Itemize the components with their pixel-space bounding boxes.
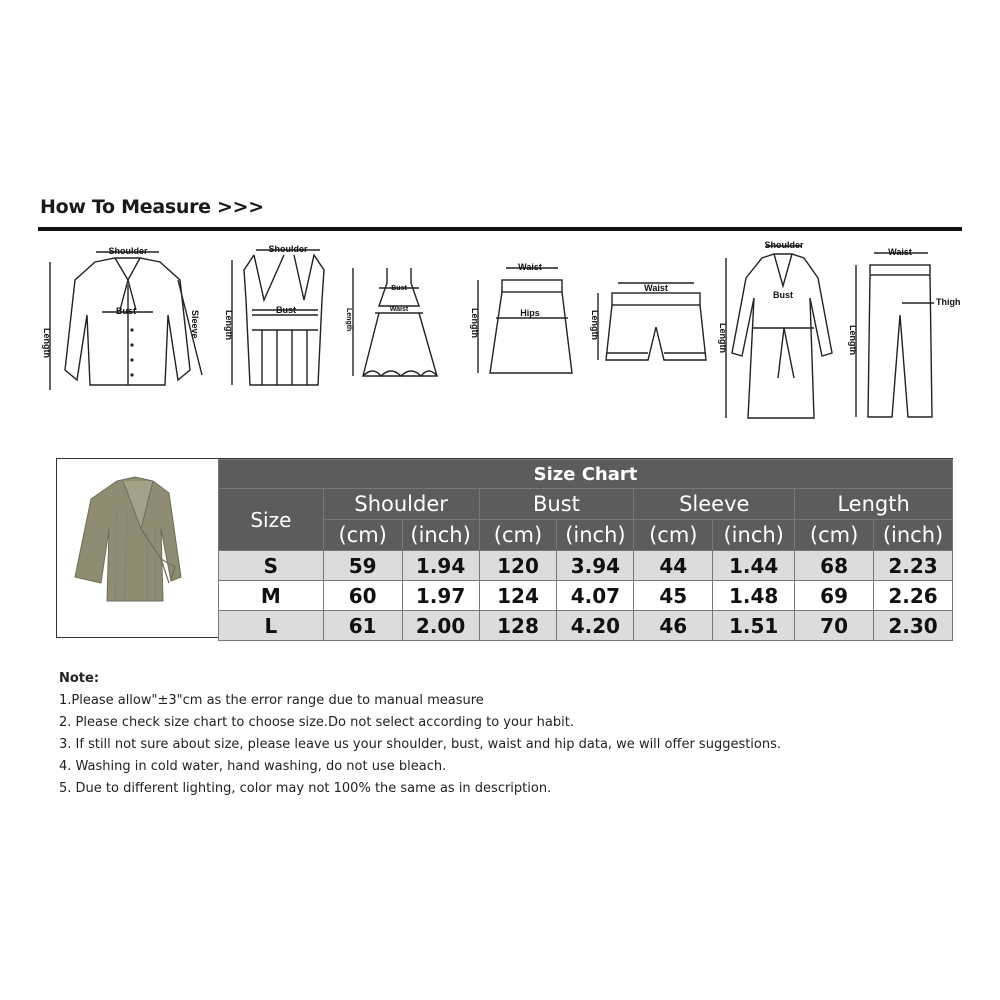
note-item: 4. Washing in cold water, hand washing, do not use bleach. bbox=[59, 759, 447, 774]
value-cell: 1.94 bbox=[402, 551, 479, 581]
notes-title: Note: bbox=[59, 671, 100, 686]
value-cell: 61 bbox=[323, 611, 402, 641]
size-cell: L bbox=[219, 611, 324, 641]
label-waist: Waist bbox=[644, 283, 668, 293]
label-bust: Bust bbox=[391, 285, 407, 292]
unit-header: (cm) bbox=[795, 520, 874, 551]
unit-header: (inch) bbox=[874, 520, 953, 551]
label-sleeve: Sleeve bbox=[190, 310, 200, 339]
group-header-shoulder: Shoulder bbox=[323, 489, 479, 520]
size-chart bbox=[56, 458, 953, 638]
blouse-diagram bbox=[40, 240, 215, 400]
size-cell: S bbox=[219, 551, 324, 581]
value-cell: 2.23 bbox=[874, 551, 953, 581]
group-header-bust: Bust bbox=[479, 489, 634, 520]
unit-header: (inch) bbox=[557, 520, 634, 551]
label-bust: Bust bbox=[276, 305, 296, 315]
unit-header: (cm) bbox=[323, 520, 402, 551]
value-cell: 70 bbox=[795, 611, 874, 641]
label-waist: Waist bbox=[888, 247, 912, 257]
label-thigh: Thigh bbox=[936, 297, 961, 307]
dress-diagram bbox=[345, 258, 460, 388]
note-item: 5. Due to different lighting, color may not 100% the same as in description. bbox=[59, 781, 552, 796]
title-divider bbox=[38, 227, 962, 231]
value-cell: 2.00 bbox=[402, 611, 479, 641]
table-row bbox=[219, 581, 953, 611]
chart-caption: Size Chart bbox=[219, 460, 953, 489]
label-shoulder: Shoulder bbox=[268, 244, 308, 254]
value-cell: 3.94 bbox=[557, 551, 634, 581]
size-header: Size bbox=[219, 489, 324, 551]
value-cell: 59 bbox=[323, 551, 402, 581]
value-cell: 1.44 bbox=[713, 551, 795, 581]
value-cell: 124 bbox=[479, 581, 557, 611]
label-length: Length bbox=[42, 328, 52, 358]
label-length: Length bbox=[224, 310, 234, 340]
skirt-diagram bbox=[470, 258, 580, 383]
unit-header: (cm) bbox=[479, 520, 557, 551]
value-cell: 45 bbox=[634, 581, 713, 611]
table-row bbox=[219, 551, 953, 581]
value-cell: 4.07 bbox=[557, 581, 634, 611]
note-item: 1.Please allow"±3"cm as the error range due to manual measure bbox=[59, 693, 484, 708]
pants-diagram bbox=[848, 245, 963, 425]
value-cell: 60 bbox=[323, 581, 402, 611]
label-length: Length bbox=[590, 310, 600, 340]
label-waist: Waist bbox=[518, 262, 542, 272]
value-cell: 4.20 bbox=[557, 611, 634, 641]
size-cell: M bbox=[219, 581, 324, 611]
label-shoulder: Shoulder bbox=[108, 246, 148, 256]
label-waist: Waist bbox=[389, 306, 409, 313]
label-shoulder: Shoulder bbox=[764, 240, 804, 250]
value-cell: 1.51 bbox=[713, 611, 795, 641]
label-bust: Bust bbox=[116, 306, 136, 316]
label-length: Length bbox=[345, 308, 352, 332]
label-length: Length bbox=[470, 308, 480, 338]
unit-header: (inch) bbox=[713, 520, 795, 551]
label-length: Length bbox=[848, 325, 858, 355]
unit-header: (inch) bbox=[402, 520, 479, 551]
label-bust: Bust bbox=[773, 290, 793, 300]
size-table bbox=[218, 459, 953, 641]
coat-diagram bbox=[718, 238, 842, 423]
how-to-measure-title: How To Measure >>> bbox=[40, 196, 264, 218]
value-cell: 44 bbox=[634, 551, 713, 581]
product-photo bbox=[57, 459, 219, 637]
note-item: 3. If still not sure about size, please leave us your shoulder, bust, waist and hip data, we will offer suggestions. bbox=[59, 737, 782, 752]
unit-header: (cm) bbox=[634, 520, 713, 551]
group-header-sleeve: Sleeve bbox=[634, 489, 795, 520]
shorts-diagram bbox=[590, 275, 715, 375]
value-cell: 128 bbox=[479, 611, 557, 641]
value-cell: 1.97 bbox=[402, 581, 479, 611]
value-cell: 69 bbox=[795, 581, 874, 611]
value-cell: 2.26 bbox=[874, 581, 953, 611]
value-cell: 120 bbox=[479, 551, 557, 581]
label-hips: Hips bbox=[520, 308, 540, 318]
value-cell: 68 bbox=[795, 551, 874, 581]
group-header-length: Length bbox=[795, 489, 953, 520]
label-length: Length bbox=[718, 323, 728, 353]
value-cell: 46 bbox=[634, 611, 713, 641]
notes-section bbox=[59, 668, 781, 800]
note-item: 2. Please check size chart to choose size.Do not select according to your habit. bbox=[59, 715, 574, 730]
vest-diagram bbox=[222, 240, 332, 390]
table-row bbox=[219, 611, 953, 641]
value-cell: 1.48 bbox=[713, 581, 795, 611]
value-cell: 2.30 bbox=[874, 611, 953, 641]
